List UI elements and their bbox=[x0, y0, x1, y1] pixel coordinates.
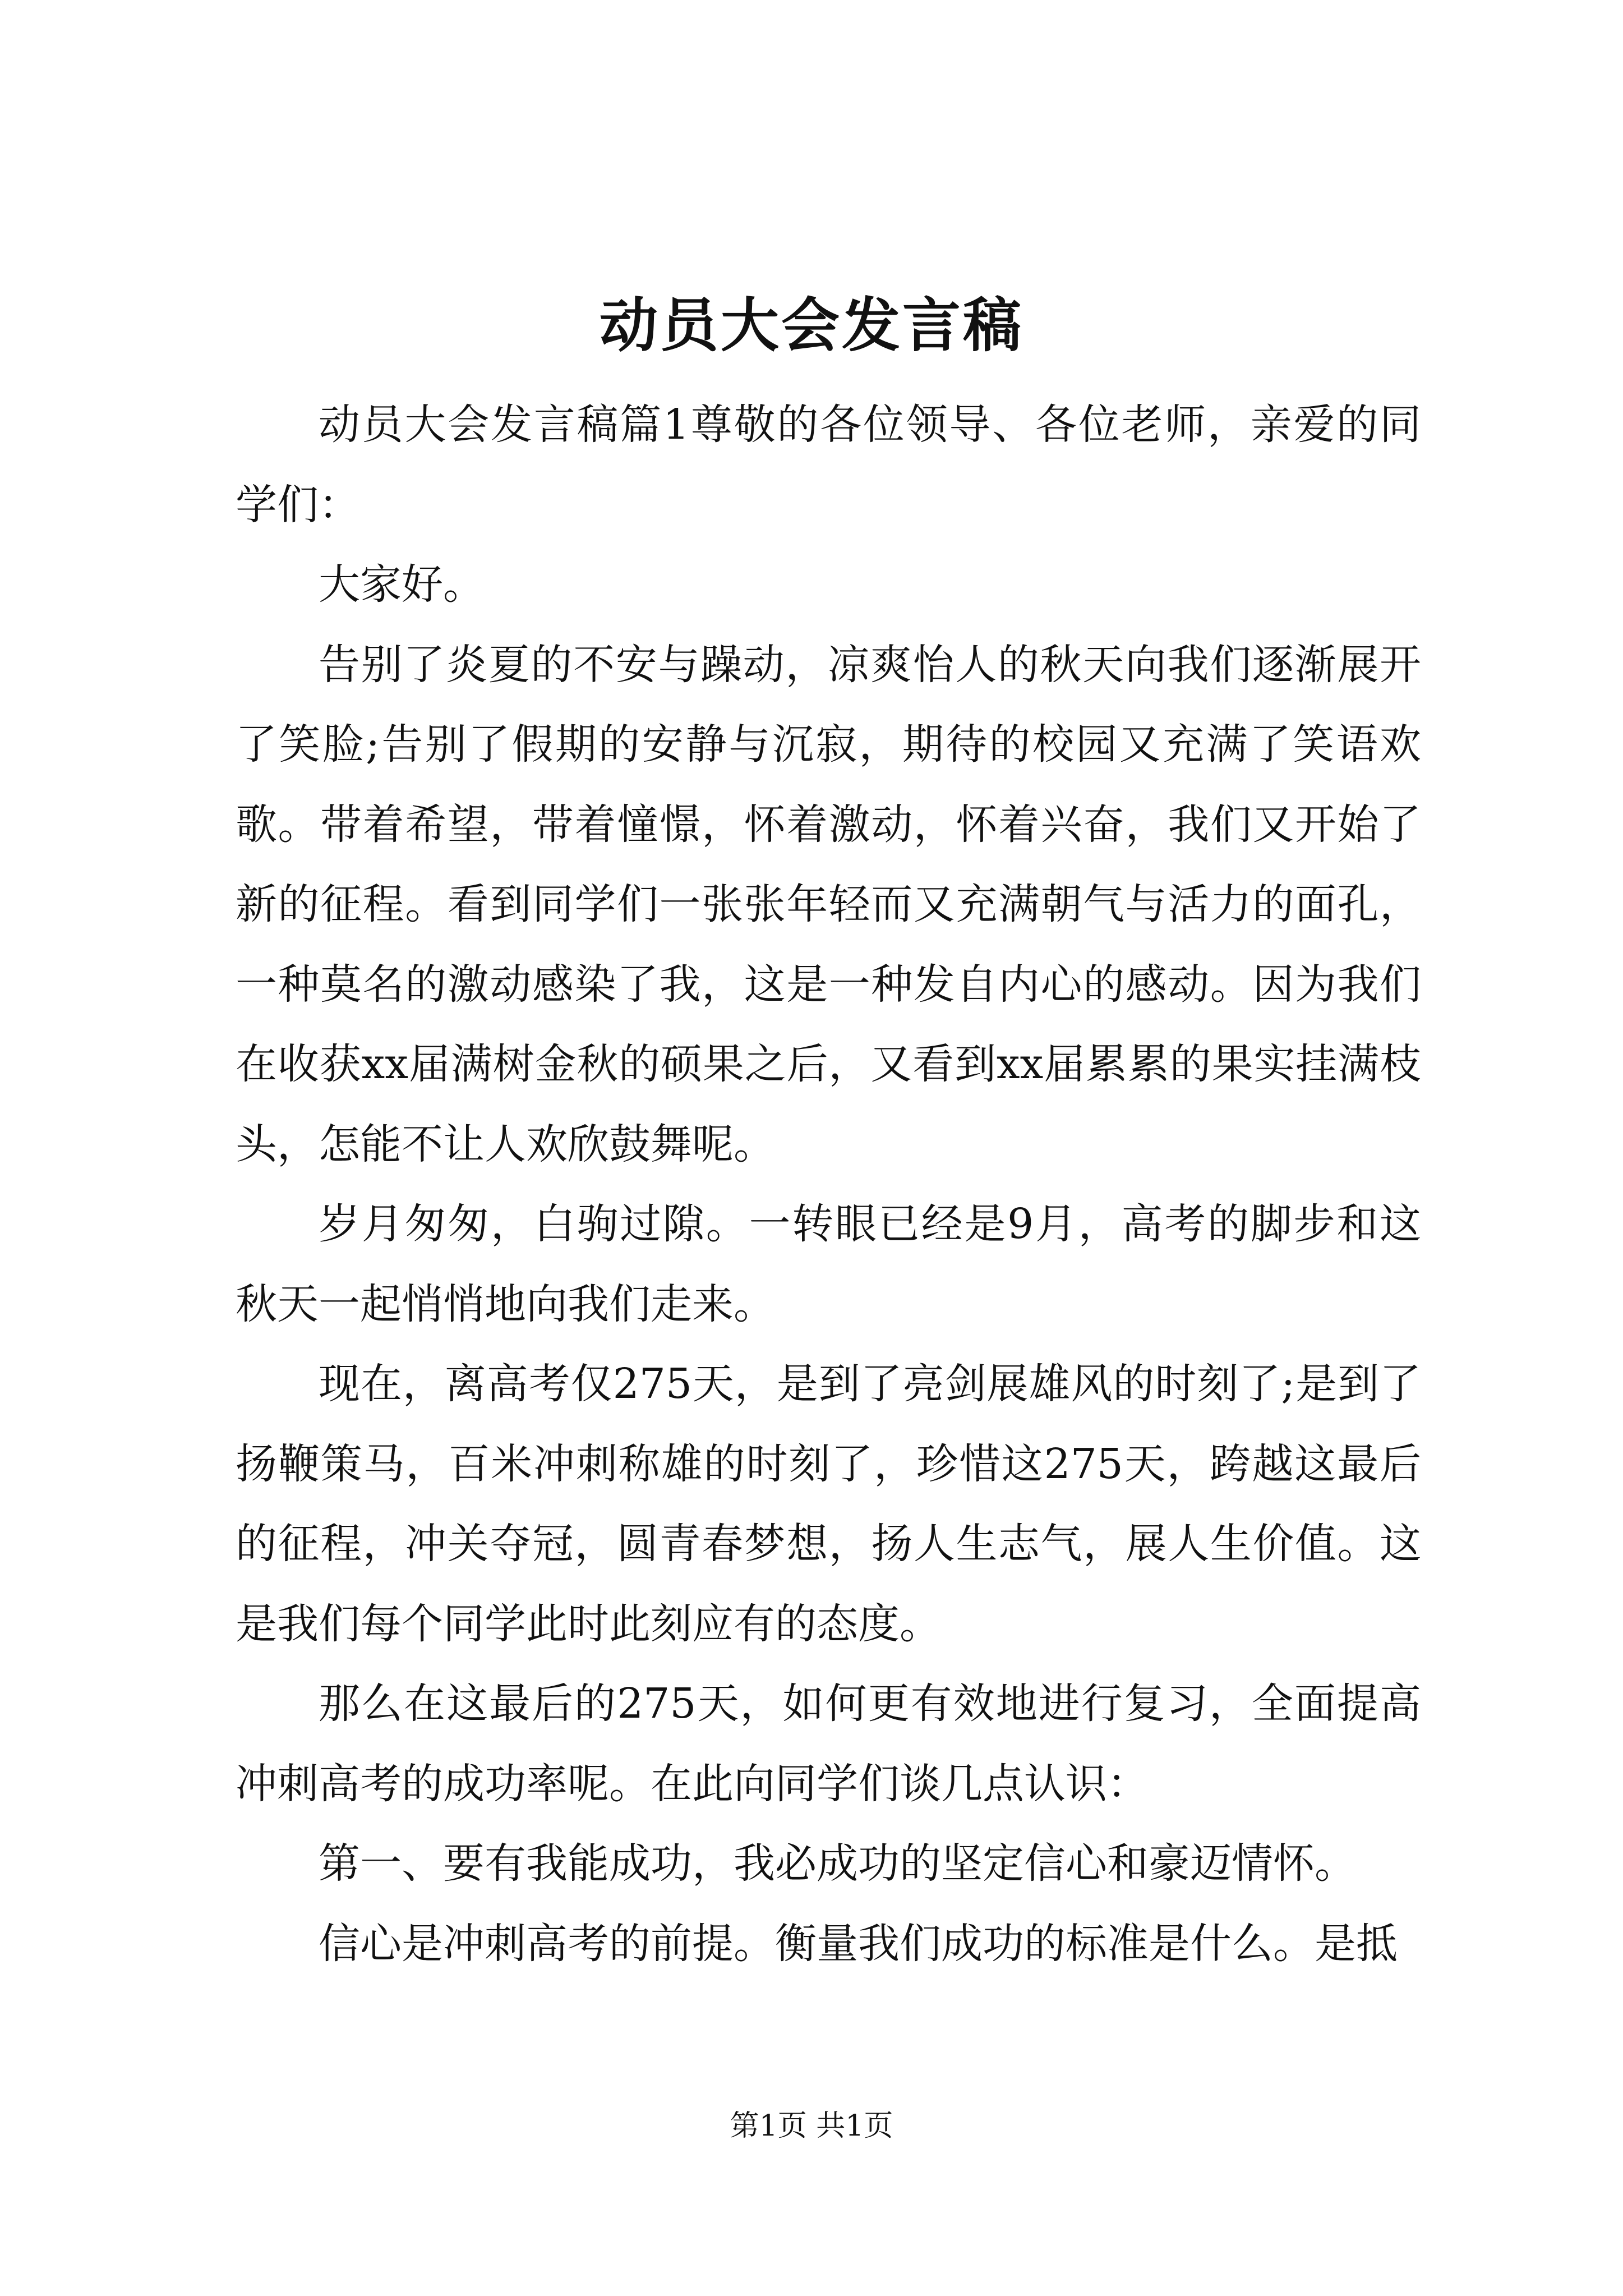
paragraph-autumn: 告别了炎夏的不安与躁动，凉爽怡人的秋天向我们逐渐展开了笑脸;告别了假期的安静与沉寂，期待的校园又充满了笑语欢歌。带着希望，带着憧憬，怀着激动，怀着兴奋，我们又开始了新的征程。看到同学们一张张年轻而又充满朝气与活力的面孔，一种莫名的激动感染了我，这是一种发自内心的感动。因为我们在收获xx届满树金秋的硕果之后，又看到xx届累累的果实挂满枝头，怎能不让人欢欣鼓舞呢。 bbox=[236, 640, 1421, 1168]
page-footer: 第1页 共1页 bbox=[730, 2109, 893, 2143]
paragraph-question: 那么在这最后的275天，如何更有效地进行复习，全面提高冲刺高考的成功率呢。在此向同学们谈几点认识： bbox=[236, 1680, 1421, 1808]
document-body bbox=[236, 385, 1421, 1984]
paragraph-confidence: 信心是冲刺高考的前提。衡量我们成功的标准是什么。是抵 bbox=[319, 1919, 1398, 1968]
paragraph-hello: 大家好。 bbox=[319, 560, 485, 609]
paragraph-greeting: 动员大会发言稿篇1尊敬的各位领导、各位老师，亲爱的同学们： bbox=[236, 401, 1421, 529]
document-title: 动员大会发言稿 bbox=[599, 291, 1023, 360]
paragraph-countdown: 现在，离高考仅275天，是到了亮剑展雄风的时刻了;是到了扬鞭策马，百米冲刺称雄的时刻了，珍惜这275天，跨越这最后的征程，冲关夺冠，圆青春梦想，扬人生志气，展人生价值。这是我们每个同学此时此刻应有的态度。 bbox=[236, 1360, 1421, 1648]
paragraph-point-one: 第一、要有我能成功，我必成功的坚定信心和豪迈情怀。 bbox=[319, 1839, 1356, 1888]
paragraph-time: 岁月匆匆，白驹过隙。一转眼已经是9月，高考的脚步和这秋天一起悄悄地向我们走来。 bbox=[236, 1200, 1421, 1328]
